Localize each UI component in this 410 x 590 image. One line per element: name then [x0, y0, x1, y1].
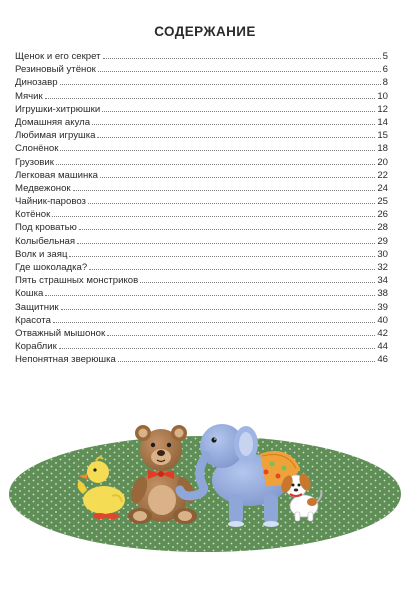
toc-entry-title: Щенок и его секрет	[15, 51, 101, 62]
dot-leader	[100, 177, 375, 178]
dot-leader	[88, 203, 375, 204]
toc-entry[interactable]	[15, 142, 388, 155]
dot-leader	[73, 190, 376, 191]
toc-entry-title: Пять страшных монстриков	[15, 275, 139, 287]
dot-leader	[61, 309, 376, 310]
toc-entry-title: Кошка	[15, 288, 44, 300]
toc-entry-title: Мячик	[15, 90, 43, 102]
dot-leader	[56, 164, 375, 165]
toc-entry-page-number: 46	[377, 354, 388, 366]
toc-entry-title: Под кроватью	[15, 222, 77, 234]
toc-entry[interactable]	[15, 208, 388, 221]
toc-entry-title: Волк и заяц	[15, 248, 68, 260]
toc-entry[interactable]	[15, 76, 388, 89]
toc-entry-title: Динозавр	[15, 77, 58, 89]
toc-entry[interactable]	[15, 314, 388, 327]
dot-leader	[102, 111, 375, 112]
toc-entry[interactable]	[15, 261, 388, 274]
toc-entry-page-number: 6	[382, 64, 388, 76]
toc-entry-page-number: 40	[377, 314, 388, 326]
toc-entry[interactable]	[15, 182, 388, 195]
toc-entry[interactable]	[15, 235, 388, 248]
dot-leader	[103, 58, 381, 59]
toc-entry-page-number: 20	[377, 156, 388, 168]
toc-entry-title: Резиновый утёнок	[15, 64, 96, 76]
toc-entry-title: Красота	[15, 314, 51, 326]
toc-entry-page-number: 8	[382, 77, 388, 89]
toc-entry-page-number: 18	[377, 143, 388, 155]
toc-entry-title: Защитник	[15, 301, 59, 313]
dot-leader	[45, 295, 375, 296]
toc-entry-page-number: 10	[377, 90, 388, 102]
toc-entry-page-number: 42	[377, 327, 388, 339]
toc-entry-title: Легковая машинка	[15, 169, 98, 181]
toc-entry[interactable]	[15, 103, 388, 116]
toc-entry[interactable]	[15, 156, 388, 169]
toc-entry-title: Домашняя акула	[15, 116, 91, 128]
toc-entry[interactable]	[15, 90, 388, 103]
toc-entry[interactable]	[15, 116, 388, 129]
toc-entry-page-number: 32	[377, 262, 388, 273]
toc-entry[interactable]	[15, 287, 388, 300]
dot-leader	[77, 243, 375, 244]
toc-entry-title: Грузовик	[15, 156, 54, 168]
toc-entry[interactable]	[15, 274, 388, 287]
toc-entry[interactable]	[15, 248, 388, 261]
dot-leader	[52, 216, 375, 217]
toc-entry-page-number: 15	[377, 130, 388, 142]
toc-entry-page-number: 34	[377, 275, 388, 287]
toc-entry-title: Любимая игрушка	[15, 130, 96, 142]
dot-leader	[89, 269, 375, 270]
toc-entry-page-number: 24	[377, 182, 388, 194]
dot-leader	[118, 361, 375, 362]
toc-entry-page-number: 5	[382, 51, 388, 62]
toc-entry[interactable]	[15, 221, 388, 234]
toc-entry[interactable]	[15, 301, 388, 314]
dot-leader	[60, 84, 381, 85]
toc-entry[interactable]	[15, 340, 388, 353]
toc-entry-page-number: 38	[377, 288, 388, 300]
toc-entry-title: Непонятная зверюшка	[15, 354, 116, 366]
toc-entry-page-number: 44	[377, 341, 388, 353]
toc-entry-page-number: 26	[377, 209, 388, 221]
toc-entry-page-number: 28	[377, 222, 388, 234]
toc-entry[interactable]	[15, 129, 388, 142]
toc-entry-title: Где шоколадка?	[15, 262, 88, 273]
dot-leader	[45, 98, 376, 99]
toc-entry-page-number: 25	[377, 196, 388, 208]
dot-leader	[98, 71, 381, 72]
dot-leader	[53, 322, 375, 323]
dot-leader	[60, 150, 375, 151]
dot-leader	[107, 335, 375, 336]
toc-entry[interactable]	[15, 50, 388, 63]
toc-entry-page-number: 12	[377, 103, 388, 115]
toc-entry[interactable]	[15, 169, 388, 182]
toc-entry-title: Игрушки-хитрюшки	[15, 103, 101, 115]
dot-leader	[92, 124, 375, 125]
toc-entry-page-number: 29	[377, 235, 388, 247]
toc-entry-page-number: 22	[377, 169, 388, 181]
dot-leader	[79, 229, 375, 230]
toc-entry-title: Слонёнок	[15, 143, 59, 155]
dot-leader	[69, 256, 375, 257]
toc-entry-page-number: 14	[377, 116, 388, 128]
toc-entry-title: Чайник-паровоз	[15, 196, 86, 208]
toys-illustration	[0, 398, 410, 558]
toc-entry-title: Отважный мышонок	[15, 327, 106, 339]
dot-leader	[97, 137, 375, 138]
toc-entry-page-number: 30	[377, 248, 388, 260]
table-of-contents	[15, 50, 388, 367]
toc-entry-title: Медвежонок	[15, 182, 71, 194]
toc-entry[interactable]	[15, 63, 388, 76]
toc-entry[interactable]	[15, 353, 388, 366]
page-title: СОДЕРЖАНИЕ	[154, 24, 256, 39]
dot-leader	[59, 348, 376, 349]
dot-leader	[140, 282, 375, 283]
toc-entry[interactable]	[15, 195, 388, 208]
toc-entry-title: Кораблик	[15, 341, 57, 353]
toc-entry-title: Колыбельная	[15, 235, 76, 247]
toc-entry-title: Котёнок	[15, 209, 51, 221]
toc-entry-page-number: 39	[377, 301, 388, 313]
toc-entry[interactable]	[15, 327, 388, 340]
